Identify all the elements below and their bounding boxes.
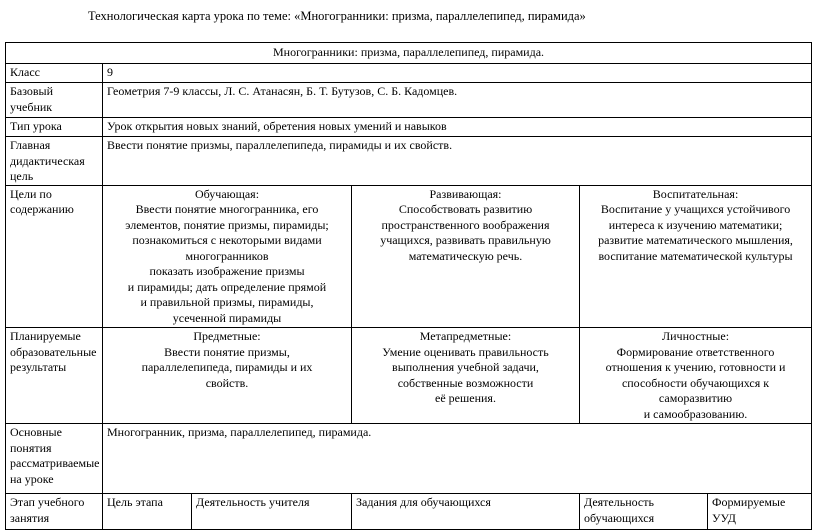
goals-teaching-line: и правильной призмы, пирамиды, bbox=[140, 295, 314, 309]
table-header: Многогранники: призма, параллелепипед, пирамида. bbox=[6, 43, 812, 64]
goals-teaching-line: показать изображение призмы bbox=[149, 264, 305, 278]
results-meta-line: собственные возможности bbox=[397, 375, 534, 390]
row-value-textbook: Геометрия 7-9 классы, Л. С. Атанасян, Б. Т. Бутузов, С. Б. Кадомцев. bbox=[103, 83, 812, 118]
stage-header-cell: Формируемые УУД bbox=[708, 494, 812, 530]
results-personal-line: отношения к учению, готовности и bbox=[605, 360, 786, 374]
goals-teaching-line: Ввести понятие многогранника, его bbox=[135, 202, 319, 216]
goals-educational-line: развитие математического мышления, bbox=[598, 233, 793, 247]
table-row bbox=[6, 137, 812, 186]
goals-developing-line: пространственного воображения bbox=[381, 217, 550, 232]
table-header-row bbox=[6, 43, 812, 64]
results-subject-line: Ввести понятие призмы, bbox=[164, 344, 290, 359]
goals-teaching-line: усеченной пирамиды bbox=[172, 310, 282, 325]
results-personal-line: и самообразованию. bbox=[643, 406, 748, 421]
concepts-value: Многогранник, призма, параллелепипед, пирамида. bbox=[103, 424, 812, 494]
goals-teaching-line: элементов, понятие призмы, пирамиды; bbox=[125, 217, 329, 232]
goals-teaching-line: познакомиться с некоторыми видами bbox=[132, 233, 322, 247]
goals-educational bbox=[580, 185, 812, 328]
stage-header-cell: Цель этапа bbox=[103, 494, 192, 530]
results-label: Планируемые образовательные результаты bbox=[6, 328, 103, 424]
results-personal bbox=[580, 328, 812, 424]
results-meta-line: Умение оценивать правильность bbox=[382, 344, 549, 359]
lesson-plan-table bbox=[5, 42, 812, 530]
goals-teaching-line: и пирамиды; дать определение прямой bbox=[127, 279, 327, 294]
goals-label: Цели по содержанию bbox=[6, 185, 103, 328]
row-label-main-goal: Главная дидактическая цель bbox=[6, 137, 103, 186]
results-subject-line: свойств. bbox=[205, 375, 249, 390]
row-value-lesson-type: Урок открытия новых знаний, обретения новых умений и навыков bbox=[103, 118, 812, 137]
table-row bbox=[6, 64, 812, 83]
results-meta-head: Метапредметные: bbox=[419, 329, 512, 343]
concepts-label: Основные понятия рассматриваемые на уроке bbox=[6, 424, 103, 494]
stage-header-row bbox=[6, 494, 812, 530]
stage-header-cell: Деятельность обучающихся bbox=[580, 494, 708, 530]
table-row bbox=[6, 118, 812, 137]
concepts-row bbox=[6, 424, 812, 494]
results-row bbox=[6, 328, 812, 424]
results-subject-line: параллелепипеда, пирамиды и их bbox=[141, 360, 313, 374]
row-value-main-goal: Ввести понятие призмы, параллелепипеда, пирамиды и их свойств. bbox=[103, 137, 812, 186]
results-personal-line: Формирование ответственного bbox=[616, 344, 775, 359]
page-title: Технологическая карта урока по теме: «Многогранники: призма, параллелепипед, пирамида» bbox=[88, 9, 586, 23]
table-row bbox=[6, 83, 812, 118]
stage-header-cell: Задания для обучающихся bbox=[352, 494, 580, 530]
row-label-textbook: Базовый учебник bbox=[6, 83, 103, 118]
results-personal-head: Личностные: bbox=[662, 329, 730, 343]
goals-developing-head: Развивающая: bbox=[429, 186, 502, 201]
results-meta-line: её решения. bbox=[435, 391, 496, 405]
goals-educational-line: воспитание математической культуры bbox=[598, 248, 793, 263]
row-label-class: Класс bbox=[6, 64, 103, 83]
results-meta-line: выполнения учебной задачи, bbox=[392, 360, 539, 374]
results-meta bbox=[352, 328, 580, 424]
goals-developing bbox=[352, 185, 580, 328]
results-personal-line: способности обучающихся к bbox=[621, 375, 770, 390]
results-subject bbox=[103, 328, 352, 424]
goals-developing-line: Способствовать развитию bbox=[398, 202, 533, 216]
stage-header-cell: Деятельность учителя bbox=[192, 494, 352, 530]
goals-educational-line: интереса к изучению математики; bbox=[608, 217, 783, 232]
row-label-lesson-type: Тип урока bbox=[6, 118, 103, 137]
goals-teaching-line: многогранников bbox=[185, 248, 269, 263]
results-personal-line: саморазвитию bbox=[658, 391, 733, 405]
goals-educational-head: Воспитательная: bbox=[652, 186, 739, 201]
goals-teaching bbox=[103, 185, 352, 328]
goals-educational-line: Воспитание у учащихся устойчивого bbox=[600, 202, 791, 216]
stage-header-cell: Этап учебного занятия bbox=[6, 494, 103, 530]
results-subject-head: Предметные: bbox=[193, 329, 261, 343]
row-value-class: 9 bbox=[103, 64, 812, 83]
goals-teaching-head: Обучающая: bbox=[194, 186, 260, 201]
goals-row bbox=[6, 185, 812, 328]
goals-developing-line: учащихся, развивать правильную bbox=[380, 233, 551, 247]
goals-developing-line: математическую речь. bbox=[408, 248, 523, 263]
